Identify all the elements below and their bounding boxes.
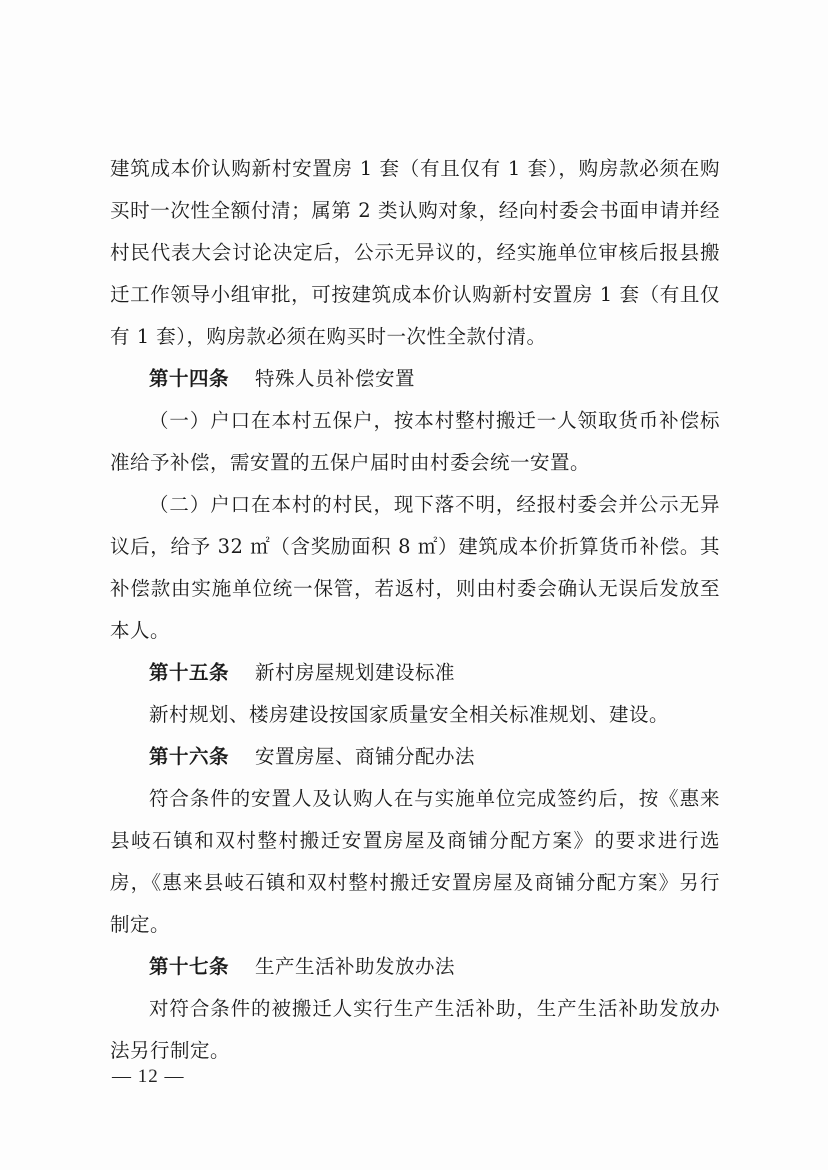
article-16-number: 第十六条 [149, 745, 230, 768]
article-14-title: 特殊人员补偿安置 [255, 367, 416, 390]
article-17-number: 第十七条 [149, 955, 230, 978]
article-16-heading [110, 736, 720, 778]
article-14-number: 第十四条 [149, 367, 230, 390]
article-17-body: 对符合条件的被搬迁人实行生产生活补助，生产生活补助发放办法另行制定。 [110, 997, 720, 1062]
article-14-heading [110, 358, 720, 400]
article-14-item-2: （二）户口在本村的村民，现下落不明，经报村委会并公示无异议后，给予 32 ㎡（含奖励面积 8 ㎡）建筑成本价折算货币补偿。其补偿款由实施单位统一保管，若返村，则由村委会确认无误后发放至本人。 [110, 493, 720, 642]
article-17-title: 生产生活补助发放办法 [255, 955, 456, 978]
document-body [110, 148, 720, 1072]
article-17-heading [110, 946, 720, 988]
article-15-title: 新村房屋规划建设标准 [255, 661, 456, 684]
article-14-item-1: （一）户口在本村五保户，按本村整村搬迁一人领取货币补偿标准给予补偿，需安置的五保户届时由村委会统一安置。 [110, 409, 720, 474]
article-15-body: 新村规划、楼房建设按国家质量安全相关标准规划、建设。 [149, 703, 670, 726]
article-16-title: 安置房屋、商铺分配办法 [255, 745, 476, 768]
article-15-heading [110, 652, 720, 694]
page-number: — 12 — [112, 1066, 185, 1087]
article-15-number: 第十五条 [149, 661, 230, 684]
paragraph-continuation: 建筑成本价认购新村安置房 1 套（有且仅有 1 套），购房款必须在购买时一次性全额付清；属第 2 类认购对象，经向村委会书面申请并经村民代表大会讨论决定后，公示无异议的，经实施单位审核后报县搬迁工作领导小组审批，可按建筑成本价认购新村安置房 1 套（有且仅有 1 套），购房款必须在购买时一次性全款付清。 [110, 157, 720, 348]
article-16-body: 符合条件的安置人及认购人在与实施单位完成签约后，按《惠来县岐石镇和双村整村搬迁安置房屋及商铺分配方案》的要求进行选房，《惠来县岐石镇和双村整村搬迁安置房屋及商铺分配方案》另行制定。 [110, 787, 720, 936]
